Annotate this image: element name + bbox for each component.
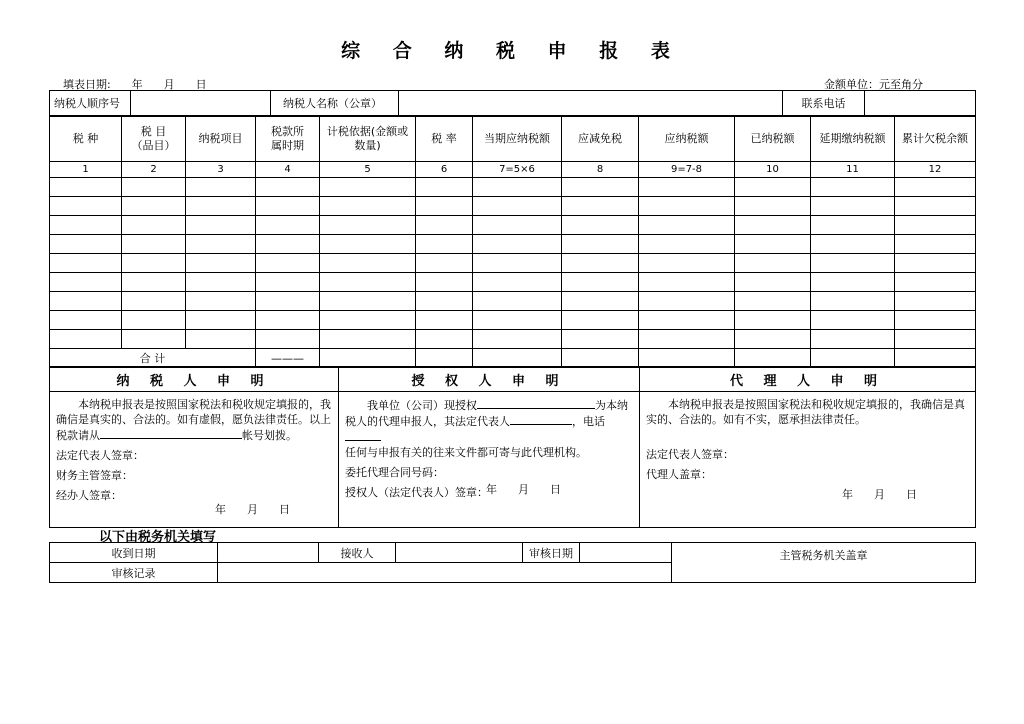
auth-text-a: 我单位（公司）现授权 xyxy=(367,399,477,412)
column-number: 7=5×6 xyxy=(473,162,562,178)
authority-seal-label: 主管税务机关盖章 xyxy=(672,543,976,583)
table-cell[interactable] xyxy=(735,235,811,254)
column-header: 税款所 属时期 xyxy=(256,117,320,162)
table-cell[interactable] xyxy=(186,273,256,292)
table-cell[interactable] xyxy=(256,254,320,273)
table-cell[interactable] xyxy=(895,311,976,330)
table-cell[interactable] xyxy=(186,197,256,216)
taxpayer-seq-label: 纳税人顺序号 xyxy=(50,91,131,116)
table-cell[interactable] xyxy=(639,235,735,254)
table-cell[interactable] xyxy=(416,216,473,235)
table-cell[interactable] xyxy=(256,216,320,235)
table-cell[interactable] xyxy=(735,216,811,235)
table-cell[interactable] xyxy=(562,178,639,197)
taxpayer-declaration-text: 本纳税申报表是按照国家税法和税收规定填报的，我确信是真实的、合法的。如有虚假，愿负法律责任。以上税款请从 xyxy=(56,398,331,442)
receiver-field[interactable] xyxy=(396,543,523,563)
column-number: 9=7-8 xyxy=(639,162,735,178)
table-cell[interactable] xyxy=(416,311,473,330)
review-date-label: 审核日期 xyxy=(523,543,580,563)
table-cell[interactable] xyxy=(639,216,735,235)
agent-declaration xyxy=(640,392,976,528)
total-cell[interactable] xyxy=(735,349,811,368)
table-cell[interactable] xyxy=(562,235,639,254)
table-cell[interactable] xyxy=(473,216,562,235)
table-cell[interactable] xyxy=(256,273,320,292)
column-number: 5 xyxy=(320,162,416,178)
table-cell[interactable] xyxy=(186,178,256,197)
column-header: 税 种 xyxy=(50,117,122,162)
taxpayer-sign-date: 年 月 日 xyxy=(215,503,290,516)
authorizer-sign-label: 授权人（法定代表人）签章： xyxy=(345,486,488,499)
table-cell[interactable] xyxy=(256,197,320,216)
table-cell[interactable] xyxy=(186,330,256,349)
table-cell[interactable] xyxy=(811,178,895,197)
table-cell[interactable] xyxy=(122,178,186,197)
table-cell[interactable] xyxy=(122,311,186,330)
table-cell[interactable] xyxy=(473,254,562,273)
tax-authority-table xyxy=(49,542,976,583)
column-header: 延期缴纳税额 xyxy=(811,117,895,162)
phone-blank[interactable] xyxy=(345,429,381,441)
table-cell[interactable] xyxy=(811,216,895,235)
table-cell[interactable] xyxy=(50,216,122,235)
taxpayer-seq-field[interactable] xyxy=(131,91,271,116)
column-header: 已纳税额 xyxy=(735,117,811,162)
table-row xyxy=(50,292,976,311)
table-cell[interactable] xyxy=(416,292,473,311)
table-cell[interactable] xyxy=(639,311,735,330)
table-cell[interactable] xyxy=(473,197,562,216)
column-number: 11 xyxy=(811,162,895,178)
table-cell[interactable] xyxy=(473,273,562,292)
table-row xyxy=(50,216,976,235)
table-cell[interactable] xyxy=(562,254,639,273)
table-cell[interactable] xyxy=(320,292,416,311)
review-date-field[interactable] xyxy=(580,543,672,563)
total-cell[interactable] xyxy=(895,349,976,368)
table-row xyxy=(50,254,976,273)
review-record-field[interactable] xyxy=(218,563,672,583)
column-header: 纳税项目 xyxy=(186,117,256,162)
table-cell[interactable] xyxy=(562,197,639,216)
table-cell[interactable] xyxy=(122,197,186,216)
fill-date-label: 填表日期: 年 月 日 xyxy=(63,78,207,91)
table-cell[interactable] xyxy=(473,292,562,311)
table-cell[interactable] xyxy=(186,235,256,254)
taxpayer-declaration xyxy=(50,392,339,528)
phone-label: 联系电话 xyxy=(783,91,865,116)
total-cell[interactable] xyxy=(473,349,562,368)
table-cell[interactable] xyxy=(562,311,639,330)
table-cell[interactable] xyxy=(320,311,416,330)
table-cell[interactable] xyxy=(50,330,122,349)
table-cell[interactable] xyxy=(256,235,320,254)
table-cell[interactable] xyxy=(562,292,639,311)
table-cell[interactable] xyxy=(122,273,186,292)
column-number: 6 xyxy=(416,162,473,178)
column-header: 当期应纳税额 xyxy=(473,117,562,162)
agent-legal-rep-sign-label: 法定代表人签章： xyxy=(646,448,734,461)
total-cell[interactable] xyxy=(416,349,473,368)
table-cell[interactable] xyxy=(639,292,735,311)
total-cell[interactable] xyxy=(562,349,639,368)
total-label: 合 计 xyxy=(50,349,256,368)
header-row xyxy=(50,117,976,162)
agent-declaration-heading: 代 理 人 申 明 xyxy=(640,367,976,392)
table-cell[interactable] xyxy=(639,254,735,273)
agent-seal-label: 代理人盖章： xyxy=(646,468,712,481)
table-cell[interactable] xyxy=(186,311,256,330)
table-row xyxy=(50,311,976,330)
table-row xyxy=(50,197,976,216)
auth-text-d: 任何与申报有关的往来文件都可寄与此代理机构。 xyxy=(345,446,587,459)
column-number: 12 xyxy=(895,162,976,178)
authorization-date: 年 月 日 xyxy=(486,483,561,496)
table-cell[interactable] xyxy=(639,197,735,216)
table-cell[interactable] xyxy=(895,330,976,349)
column-number: 3 xyxy=(186,162,256,178)
table-cell[interactable] xyxy=(811,311,895,330)
table-cell[interactable] xyxy=(256,292,320,311)
column-number: 4 xyxy=(256,162,320,178)
table-cell[interactable] xyxy=(735,292,811,311)
table-cell[interactable] xyxy=(416,330,473,349)
handler-sign-label: 经办人签章： xyxy=(56,489,122,502)
table-cell[interactable] xyxy=(320,178,416,197)
table-cell[interactable] xyxy=(562,330,639,349)
table-cell[interactable] xyxy=(122,216,186,235)
table-cell[interactable] xyxy=(895,235,976,254)
column-header: 计税依据(金额或 数量) xyxy=(320,117,416,162)
table-cell[interactable] xyxy=(811,330,895,349)
column-number-row xyxy=(50,162,976,178)
table-cell[interactable] xyxy=(416,254,473,273)
table-cell[interactable] xyxy=(122,292,186,311)
total-period-dash: ——— xyxy=(256,349,320,368)
table-cell[interactable] xyxy=(256,178,320,197)
review-record-label: 审核记录 xyxy=(50,563,218,583)
table-cell[interactable] xyxy=(50,273,122,292)
total-row xyxy=(50,349,976,368)
authorization-declaration xyxy=(339,392,640,528)
table-cell[interactable] xyxy=(735,330,811,349)
form-title: 综 合 纳 税 申 报 表 xyxy=(341,40,683,62)
column-number: 10 xyxy=(735,162,811,178)
table-cell[interactable] xyxy=(473,311,562,330)
table-cell[interactable] xyxy=(811,235,895,254)
table-cell[interactable] xyxy=(320,330,416,349)
table-cell[interactable] xyxy=(562,273,639,292)
table-cell[interactable] xyxy=(50,292,122,311)
table-cell[interactable] xyxy=(416,178,473,197)
column-number: 2 xyxy=(122,162,186,178)
table-cell[interactable] xyxy=(895,292,976,311)
table-cell[interactable] xyxy=(122,330,186,349)
declarations-table xyxy=(49,366,976,528)
legal-rep-sign-label: 法定代表人签章： xyxy=(56,449,144,462)
total-cell[interactable] xyxy=(811,349,895,368)
table-cell[interactable] xyxy=(320,254,416,273)
table-cell[interactable] xyxy=(811,254,895,273)
total-cell[interactable] xyxy=(639,349,735,368)
finance-head-sign-label: 财务主管签章： xyxy=(56,469,133,482)
table-cell[interactable] xyxy=(811,197,895,216)
received-date-field[interactable] xyxy=(218,543,319,563)
table-cell[interactable] xyxy=(895,254,976,273)
phone-field[interactable] xyxy=(865,91,976,116)
table-cell[interactable] xyxy=(50,311,122,330)
table-cell[interactable] xyxy=(50,254,122,273)
table-cell[interactable] xyxy=(895,178,976,197)
authorized-agent-blank[interactable] xyxy=(477,397,595,409)
table-row xyxy=(50,330,976,349)
table-cell[interactable] xyxy=(735,273,811,292)
table-cell[interactable] xyxy=(735,254,811,273)
table-cell[interactable] xyxy=(735,197,811,216)
amount-unit: 金额单位：元至角分 xyxy=(824,78,923,91)
table-cell[interactable] xyxy=(895,197,976,216)
table-cell[interactable] xyxy=(416,273,473,292)
column-header: 累计欠税余额 xyxy=(895,117,976,162)
table-cell[interactable] xyxy=(186,254,256,273)
total-cell[interactable] xyxy=(320,349,416,368)
table-cell[interactable] xyxy=(256,330,320,349)
taxpayer-name-label: 纳税人名称（公章） xyxy=(271,91,399,116)
table-cell[interactable] xyxy=(895,273,976,292)
taxpayer-info-table xyxy=(49,90,976,116)
table-row xyxy=(50,235,976,254)
table-cell[interactable] xyxy=(320,216,416,235)
auth-text-c: ，电话 xyxy=(572,415,605,428)
column-number: 1 xyxy=(50,162,122,178)
tax-main-table xyxy=(49,116,976,368)
taxpayer-declaration-heading: 纳 税 人 申 明 xyxy=(50,367,339,392)
table-cell[interactable] xyxy=(639,273,735,292)
legal-rep-blank[interactable] xyxy=(510,413,572,425)
table-cell[interactable] xyxy=(895,216,976,235)
table-row xyxy=(50,178,976,197)
table-cell[interactable] xyxy=(562,216,639,235)
contract-number-label: 委托代理合同号码： xyxy=(345,466,444,479)
table-cell[interactable] xyxy=(416,235,473,254)
table-cell[interactable] xyxy=(473,235,562,254)
table-cell[interactable] xyxy=(122,235,186,254)
table-cell[interactable] xyxy=(186,216,256,235)
tax-authority-section-title: 以下由税务机关填写 xyxy=(99,530,217,545)
agent-sign-date: 年 月 日 xyxy=(842,488,917,501)
table-cell[interactable] xyxy=(416,197,473,216)
column-number: 8 xyxy=(562,162,639,178)
agent-declaration-text: 本纳税申报表是按照国家税法和税收规定填报的，我确信是真实的、合法的。如有不实，愿承担法律责任。 xyxy=(646,398,965,426)
table-cell[interactable] xyxy=(811,273,895,292)
column-header: 税 目 （品目） xyxy=(122,117,186,162)
table-cell[interactable] xyxy=(320,273,416,292)
taxpayer-name-field[interactable] xyxy=(399,91,783,116)
auth-text-b: 为本纳税人的代理申报人，其法定代表人 xyxy=(345,399,628,428)
taxpayer-declaration-tail: 帐号划拨。 xyxy=(242,429,297,442)
table-cell[interactable] xyxy=(320,197,416,216)
account-blank[interactable] xyxy=(100,427,242,439)
table-cell[interactable] xyxy=(735,311,811,330)
column-header: 应纳税额 xyxy=(639,117,735,162)
receiver-label: 接收人 xyxy=(319,543,396,563)
table-cell[interactable] xyxy=(473,330,562,349)
column-header: 应减免税 xyxy=(562,117,639,162)
column-header: 税 率 xyxy=(416,117,473,162)
table-cell[interactable] xyxy=(256,311,320,330)
table-cell[interactable] xyxy=(320,235,416,254)
table-cell[interactable] xyxy=(186,292,256,311)
authorization-declaration-heading: 授 权 人 申 明 xyxy=(339,367,640,392)
table-cell[interactable] xyxy=(50,197,122,216)
table-cell[interactable] xyxy=(50,235,122,254)
table-cell[interactable] xyxy=(735,178,811,197)
received-date-label: 收到日期 xyxy=(50,543,218,563)
table-cell[interactable] xyxy=(639,178,735,197)
table-row xyxy=(50,273,976,292)
table-cell[interactable] xyxy=(50,178,122,197)
table-cell[interactable] xyxy=(122,254,186,273)
table-cell[interactable] xyxy=(811,292,895,311)
table-cell[interactable] xyxy=(639,330,735,349)
table-cell[interactable] xyxy=(473,178,562,197)
